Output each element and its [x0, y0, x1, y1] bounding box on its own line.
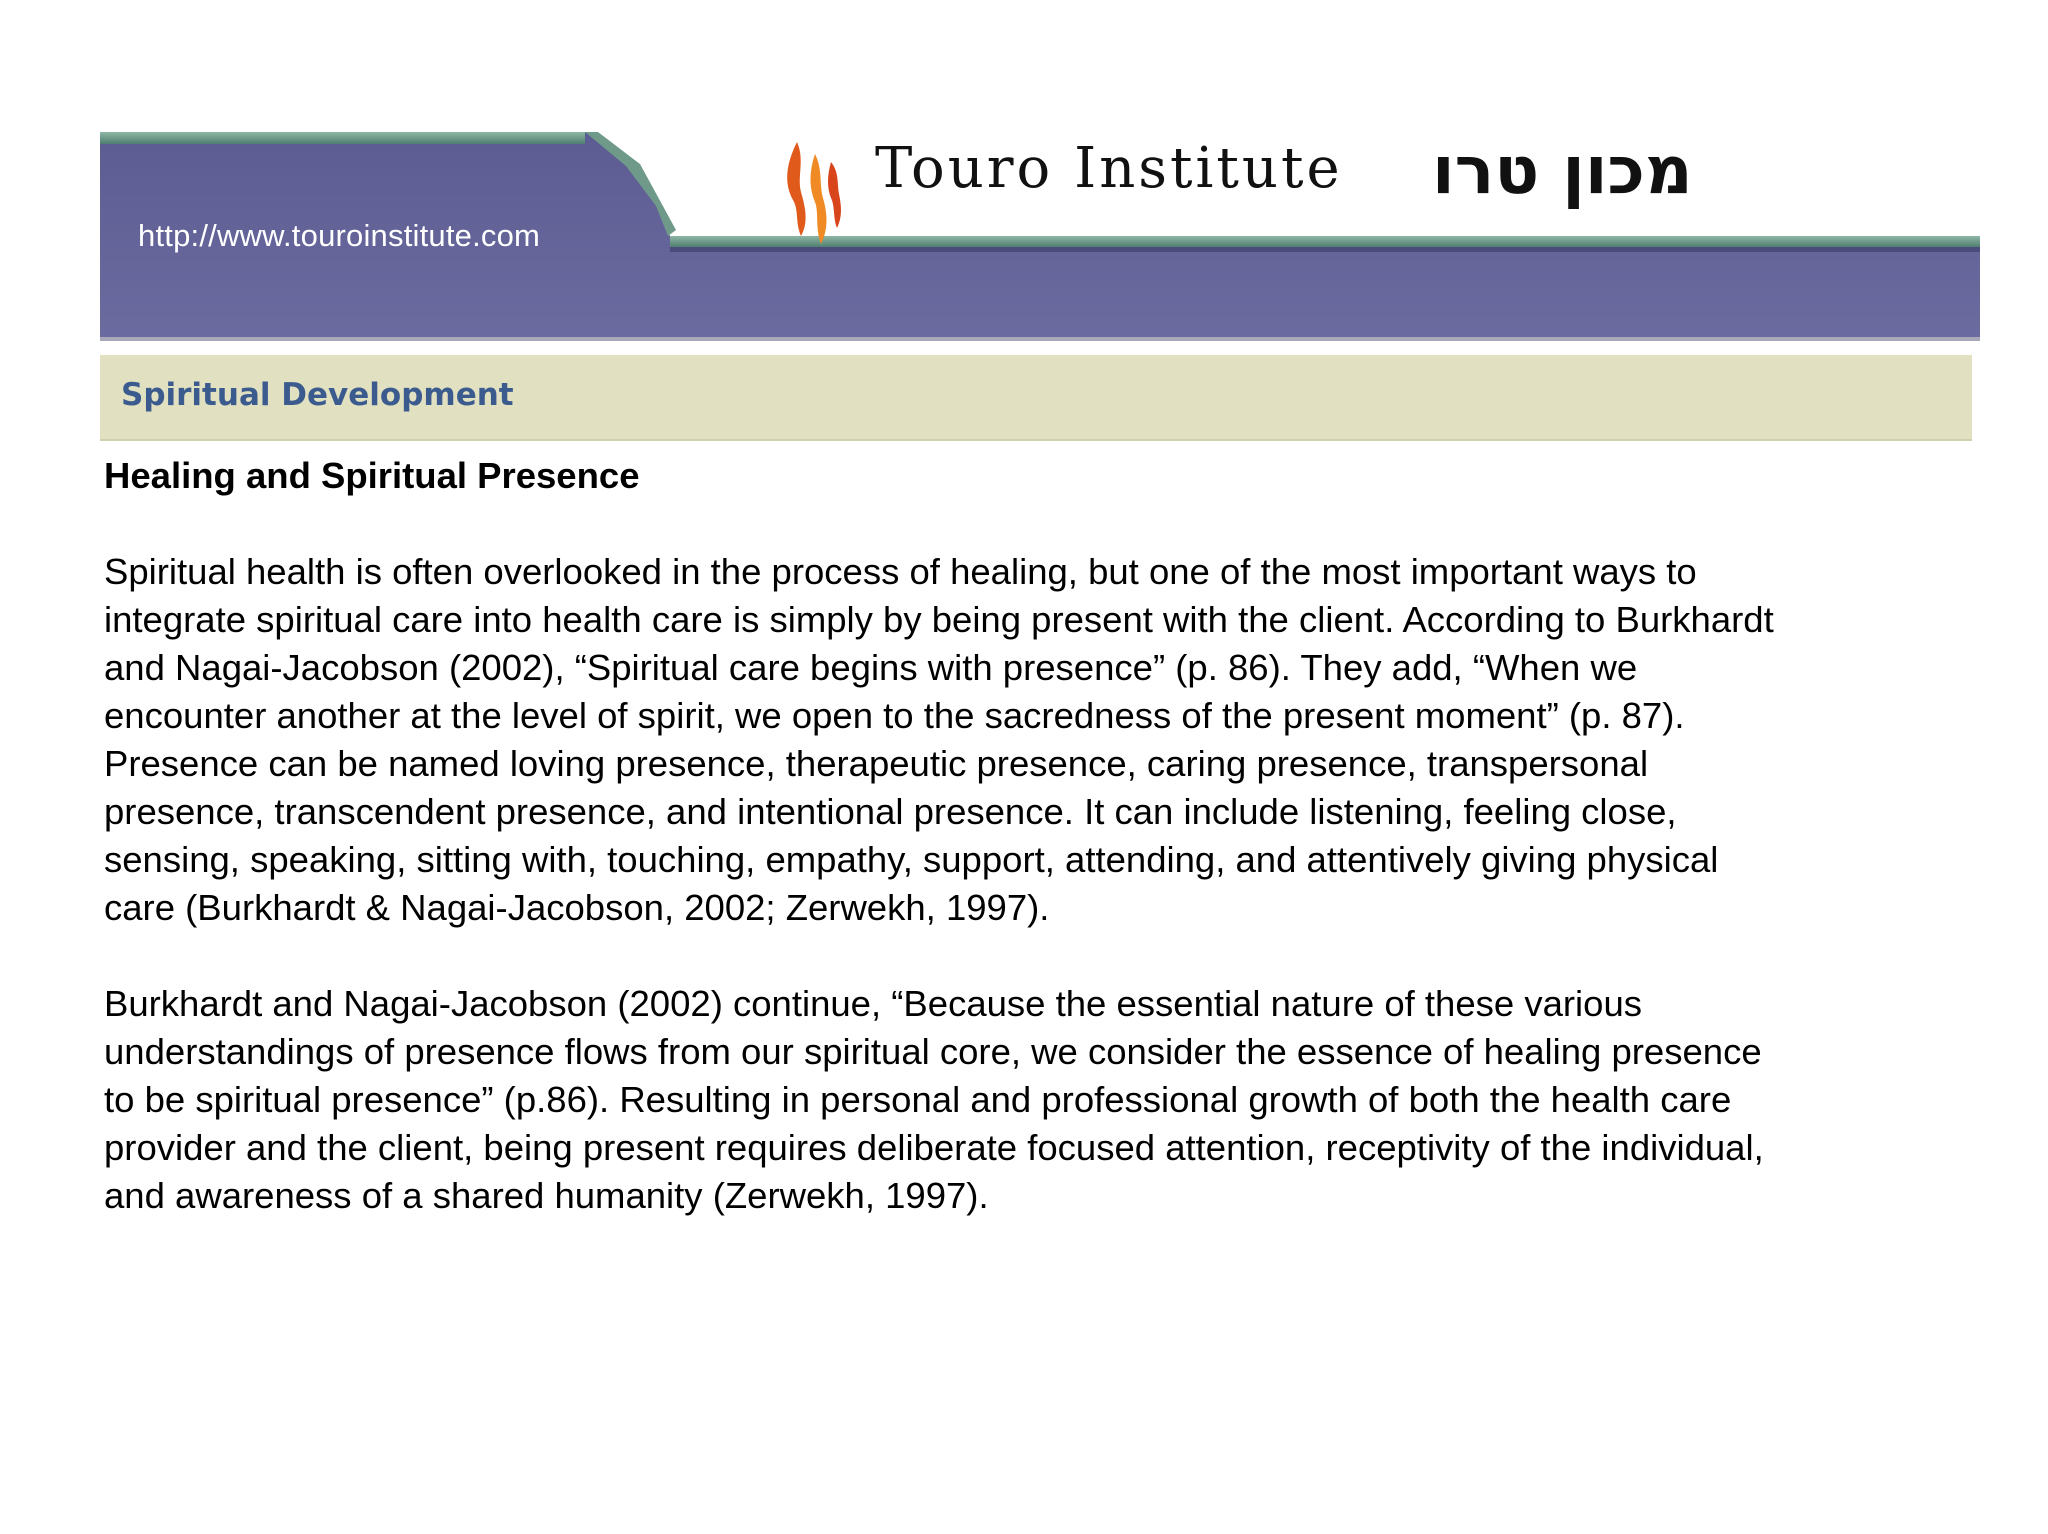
- header-banner: [100, 132, 1980, 342]
- article-paragraph-2: Burkhardt and Nagai-Jacobson (2002) continue, “Because the essential nature of these various understandings of presence flows from our spiritual core, we consider the essence of healing presence to be spiritual presence” (p.86). Resulting in personal and professional growth of both the health care provider and the client, being present requires deliberate focused attention, receptivity of the individual, and awareness of a shared humanity (Zerwekh, 1997).: [104, 983, 1764, 1216]
- article: [104, 452, 1984, 1220]
- section-bar: [100, 355, 1972, 441]
- article-paragraph-1: Spiritual health is often overlooked in the process of healing, but one of the most important ways to integrate spiritual care into health care is simply by being present with the client. According to Burkhardt and Nagai-Jacobson (2002), “Spiritual care begins with presence” (p. 86). They add, “When we encounter another at the level of spirit, we open to the sacredness of the present moment” (p. 87). Presence can be named loving presence, therapeutic presence, caring presence, transpersonal presence, transcendent presence, and intentional presence. It can include listening, feeling close, sensing, speaking, sitting with, touching, empathy, support, attending, and attentively giving physical care (Burkhardt & Nagai-Jacobson, 2002; Zerwekh, 1997).: [104, 551, 1774, 928]
- flame-hebrew-letters-logo-icon: [775, 132, 847, 252]
- site-url[interactable]: http://www.touroinstitute.com: [138, 218, 541, 253]
- section-title: Spiritual Development: [121, 377, 514, 413]
- brand-lockup: [775, 132, 1975, 232]
- brand-hebrew-name: מכון טרו: [1432, 132, 1693, 209]
- article-heading: Healing and Spiritual Presence: [104, 455, 640, 496]
- brand-name: Touro Institute: [875, 136, 1343, 201]
